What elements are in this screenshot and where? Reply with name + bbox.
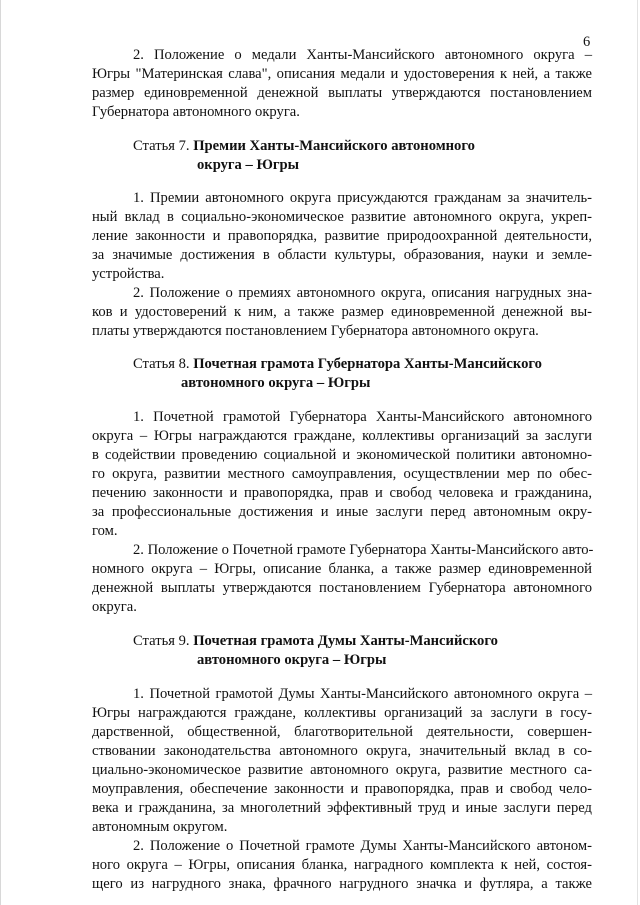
- text-line: Югры "Материнская слава", описания медали и удостоверения к ней, а также: [92, 66, 592, 82]
- article-7-title: Премии Ханты-Мансийского автономного: [193, 138, 475, 154]
- text-line: 2. Положение о Почетной грамоте Думы Ханты-Мансийского автоном-: [133, 838, 592, 854]
- text-line: за значимые достижения в области культуры, образования, науки и земле-: [92, 247, 592, 263]
- text-line: 2. Положение о премиях автономного округа, описания нагрудных зна-: [133, 285, 592, 301]
- text-line: го округа, развитии местного самоуправления, осуществлении мер по обес-: [92, 466, 592, 482]
- text-line: ный вклад в социально-экономическое развитие автономного округа, укреп-: [92, 209, 592, 225]
- text-line: автономным округом.: [92, 819, 228, 835]
- text-line: округа.: [92, 599, 137, 615]
- article-8-title: Почетная грамота Губернатора Ханты-Мансийского: [193, 356, 542, 372]
- article-7-label: Статья 7.: [133, 138, 190, 154]
- text-line: ствовании законодательства автономного округа, значительный вклад в со-: [92, 743, 592, 759]
- article-8-label: Статья 8.: [133, 356, 190, 372]
- text-line: 2. Положение о Почетной грамоте Губернатора Ханты-Мансийского авто-: [133, 542, 594, 558]
- text-line: денежной выплаты утверждаются постановлением Губернатора автономного: [92, 580, 592, 596]
- text-line: щего из нагрудного знака, фрачного нагрудного значка и футляра, а также: [92, 876, 592, 892]
- text-line: века и гражданина, за многолетний эффективный труд и иные заслуги перед: [92, 800, 592, 816]
- article-9-label: Статья 9.: [133, 633, 190, 649]
- text-line: ление законности и правопорядка, развитие природоохранной деятельности,: [92, 228, 592, 244]
- article-7-heading: [133, 137, 475, 156]
- text-line: округа – Югры награждаются граждане, коллективы организаций за заслуги: [92, 428, 592, 444]
- scan-edge-right: [637, 0, 638, 905]
- article-8-title-line-2: автономного округа – Югры: [181, 375, 371, 391]
- text-line: за профессиональные достижения и иные заслуги перед автономным окру-: [92, 504, 592, 520]
- text-line: в содействии проведению социальной и экономической политики автономно-: [92, 447, 592, 463]
- article-9-title: Почетная грамота Думы Ханты-Мансийского: [193, 633, 498, 649]
- page-number: 6: [583, 34, 591, 50]
- text-line: номного округа – Югры, описание бланка, а также размер единовременной: [92, 561, 592, 577]
- text-line: 1. Почетной грамотой Губернатора Ханты-Мансийского автономного: [133, 409, 592, 425]
- text-line: Югры награждаются граждане, коллективы организаций за заслуги в госу-: [92, 705, 592, 721]
- text-line: печению законности и правопорядка, прав и свобод человека и гражданина,: [92, 485, 592, 501]
- text-line: дарственной, общественной, благотворительной деятельности, совершен-: [92, 724, 592, 740]
- text-line: размер единовременной денежной выплаты утверждаются постановлением: [92, 85, 592, 101]
- text-line: устройства.: [92, 266, 165, 282]
- text-line: гом.: [92, 523, 118, 539]
- article-9-heading: [133, 632, 498, 651]
- text-line: циально-экономическое развитие автономного округа, развитие местного са-: [92, 762, 592, 778]
- text-line: платы утверждаются постановлением Губернатора автономного округа.: [92, 323, 539, 339]
- text-line: моуправления, обеспечение законности и правопорядка, прав и свобод чело-: [92, 781, 592, 797]
- scan-edge-left: [0, 0, 1, 905]
- text-line: ного округа – Югры, описания бланка, наградного комплекта к ней, состоя-: [92, 857, 592, 873]
- text-line: 1. Почетной грамотой Думы Ханты-Мансийского автономного округа –: [133, 686, 592, 702]
- article-8-heading: [133, 355, 542, 374]
- text-line: 2. Положение о медали Ханты-Мансийского автономного округа –: [133, 47, 592, 63]
- text-line: 1. Премии автономного округа присуждаются гражданам за значитель-: [133, 190, 592, 206]
- text-line: ков и удостоверений к ним, а также размер единовременной денежной вы-: [92, 304, 592, 320]
- article-7-title-line-2: округа – Югры: [197, 157, 300, 173]
- text-line: Губернатора автономного округа.: [92, 104, 300, 120]
- article-9-title-line-2: автономного округа – Югры: [197, 652, 387, 668]
